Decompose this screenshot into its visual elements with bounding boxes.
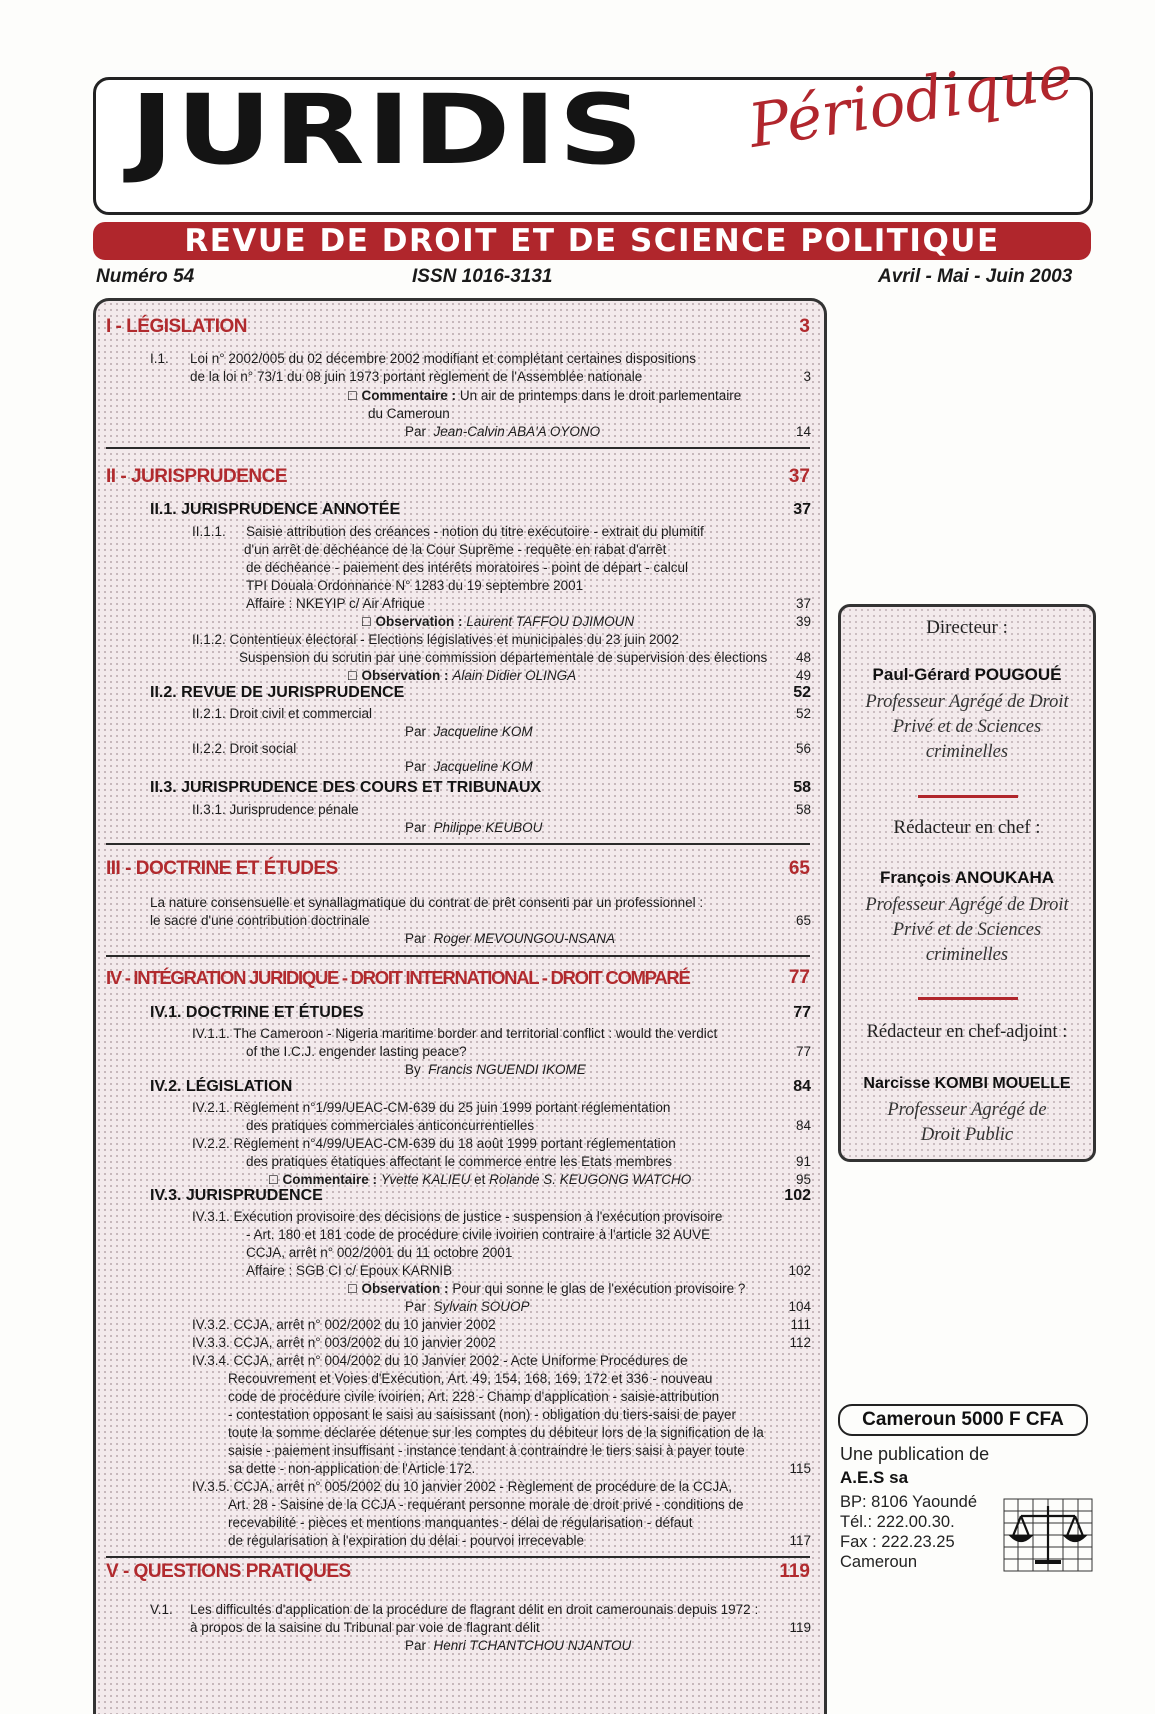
comment-text: du Cameroun <box>368 406 450 421</box>
entry-text[interactable]: d'un arrêt de déchéance de la Cour Suprême - requête en rabat d'arrêt <box>244 542 667 557</box>
author-name: Jean-Calvin ABA'A OYONO <box>433 424 601 439</box>
entry-text[interactable]: TPI Douala Ordonnance N° 1283 du 19 septembre 2001 <box>246 578 584 593</box>
scales-of-justice-icon <box>1003 1498 1093 1572</box>
entry-page: 58 <box>795 802 811 817</box>
section-page: 119 <box>779 1561 810 1582</box>
entry-page: 84 <box>795 1118 811 1133</box>
issue-number: Numéro 54 <box>96 266 195 287</box>
issn: ISSN 1016-3131 <box>412 266 553 287</box>
observation-label: Observation : <box>361 668 449 683</box>
entry-text[interactable]: Recouvrement et Voies d'Exécution, Art. 49, 154, 168, 169, 172 et 336 - nouveau <box>228 1371 713 1386</box>
entry-text[interactable]: Saisie attribution des créances - notion du titre exécutoire - extrait du plumitif <box>246 524 704 539</box>
section-title[interactable]: II - JURISPRUDENCE <box>106 466 288 487</box>
editorial-divider <box>918 997 1018 1000</box>
deputy-editor-title: Professeur Agrégé de Droit Public <box>887 1100 1047 1145</box>
observation-page: 49 <box>795 668 811 683</box>
author-name: Sylvain SOUOP <box>433 1299 530 1314</box>
author-name: Henri TCHANTCHOU NJANTOU <box>433 1638 632 1653</box>
subsection-title[interactable]: IV.2. LÉGISLATION <box>150 1078 293 1095</box>
entry-number: V.1. <box>150 1602 173 1617</box>
author-prefix: Par <box>405 759 427 774</box>
author-page: 104 <box>788 1299 811 1314</box>
checkbox-bullet-icon: ☐ <box>361 615 372 629</box>
entry-text[interactable]: de déchéance - paiement des intérêts moratoires - point de départ - calcul <box>246 560 688 575</box>
entry-text[interactable]: II.1.2. Contentieux électoral - Elections législatives et municipales du 23 juin 2002 <box>192 632 680 647</box>
entry-text[interactable]: IV.3.1. Exécution provisoire des décisions de justice - suspension à l'exécution provisoire <box>192 1209 723 1224</box>
author-name: Jacqueline KOM <box>433 759 533 774</box>
entry-text[interactable]: IV.1.1. The Cameroon - Nigeria maritime border and territorial conflict : would the verdict <box>192 1026 718 1041</box>
entry-page: 48 <box>795 650 811 665</box>
comment-label: Commentaire : <box>361 388 457 403</box>
entry-number: II.1.1. <box>192 524 226 539</box>
entry-page: 3 <box>803 369 811 384</box>
author-prefix: Par <box>405 724 427 739</box>
entry-text[interactable]: La nature consensuelle et synallagmatique du contrat de prêt consenti par un professionnel : <box>150 895 704 910</box>
checkbox-bullet-icon: ☐ <box>347 389 358 403</box>
observation-line <box>347 668 576 684</box>
entry-page: 52 <box>795 706 811 721</box>
entry-text[interactable]: IV.3.4. CCJA, arrêt n° 004/2002 du 10 Janvier 2002 - Acte Uniforme Procédures de <box>192 1353 688 1368</box>
deputy-editor-label: Rédacteur en chef-adjoint : <box>866 1022 1068 1042</box>
chief-editor-name: François ANOUKAHA <box>879 868 1055 887</box>
entry-text[interactable]: toute la somme déclarée détenue sur les comptes du débiteur lors de la signification de la <box>228 1425 764 1440</box>
entry-text[interactable]: des pratiques commerciales anticoncurrentielles <box>246 1118 535 1133</box>
section-page: 77 <box>788 967 810 988</box>
publisher-po-box: BP: 8106 Yaoundé <box>840 1493 978 1511</box>
author-line <box>405 931 615 947</box>
entry-page: 117 <box>789 1533 811 1548</box>
subsection-page: 52 <box>793 684 811 701</box>
section-divider <box>106 955 810 957</box>
author-name: Francis NGUENDI IKOME <box>428 1062 586 1077</box>
entry-text[interactable]: Affaire : SGB CI c/ Epoux KARNIB <box>246 1263 453 1278</box>
entry-text[interactable]: sa dette - non-application de l'Article 172. <box>228 1461 476 1476</box>
publisher-intro: Une publication de <box>840 1444 990 1464</box>
subsection-page: 37 <box>793 501 811 518</box>
director-title: Professeur Agrégé de Droit Privé et de Sciences criminelles <box>865 692 1069 762</box>
publisher-fax: Fax : 222.23.25 <box>840 1533 955 1551</box>
author-line <box>405 759 533 775</box>
author-name: Alain Didier OLINGA <box>452 668 577 683</box>
author-name: Yvette KALIEU <box>380 1172 471 1187</box>
observation-page: 39 <box>795 614 811 629</box>
author-line <box>405 1638 631 1654</box>
subsection-title[interactable]: IV.3. JURISPRUDENCE <box>150 1187 323 1204</box>
director-label: Directeur : <box>926 617 1008 638</box>
entry-text[interactable]: Les difficultés d'application de la procédure de flagrant délit en droit camerounais depuis 1972 : <box>190 1602 759 1617</box>
observation-label: Observation : <box>361 1281 449 1296</box>
author-line <box>405 424 600 440</box>
section-page: 3 <box>799 316 810 337</box>
publisher-phone: Tél.: 222.00.30. <box>840 1513 955 1531</box>
entry-page: 56 <box>795 741 811 756</box>
entry-text[interactable]: de régularisation à l'expiration du délai - pourvoi irrecevable <box>228 1533 585 1548</box>
entry-text[interactable]: Art. 28 - Saisine de la CCJA - requérant personne morale de droit privé - conditions de <box>228 1497 744 1512</box>
entry-text[interactable]: IV.2.1. Règlement n°1/99/UEAC-CM-639 du 25 juin 1999 portant réglementation <box>192 1100 671 1115</box>
section-title[interactable]: III - DOCTRINE ET ÉTUDES <box>106 858 338 879</box>
publisher-country: Cameroun <box>840 1553 918 1571</box>
subsection-page: 77 <box>793 1004 811 1021</box>
director-name: Paul-Gérard POUGOUÉ <box>872 665 1062 684</box>
author-page: 14 <box>795 424 811 439</box>
subsection-title[interactable]: II.3. JURISPRUDENCE DES COURS ET TRIBUNAUX <box>150 779 542 796</box>
section-title[interactable]: I - LÉGISLATION <box>106 316 247 337</box>
section-page: 65 <box>788 858 810 879</box>
author-name: Rolande S. KEUGONG WATCHO <box>489 1172 692 1187</box>
section-page: 37 <box>788 466 810 487</box>
observation-line <box>361 614 634 630</box>
checkbox-bullet-icon: ☐ <box>347 669 358 683</box>
entry-text[interactable]: II.2.1. Droit civil et commercial <box>192 706 373 721</box>
author-line <box>405 724 533 740</box>
entry-text[interactable]: saisie - paiement insuffisant - instance tendant à contraindre le tiers saisi à payer toute <box>228 1443 745 1458</box>
subsection-page: 58 <box>793 779 811 796</box>
journal-banner: REVUE DE DROIT ET DE SCIENCE POLITIQUE <box>93 222 1091 260</box>
author-line <box>405 1299 530 1315</box>
section-title[interactable]: IV - INTÉGRATION JURIDIQUE - DROIT INTERNATIONAL - DROIT COMPARÉ <box>106 967 690 988</box>
entry-page: 119 <box>789 1620 811 1635</box>
author-name: Jacqueline KOM <box>433 724 533 739</box>
entry-text[interactable]: IV.3.2. CCJA, arrêt n° 002/2002 du 10 janvier 2002 <box>192 1317 496 1332</box>
author-name: Roger MEVOUNGOU-NSANA <box>433 931 616 946</box>
subsection-page: 102 <box>784 1187 811 1204</box>
author-line <box>405 1062 586 1078</box>
observation-text: Pour qui sonne le glas de l'exécution provisoire ? <box>452 1281 746 1296</box>
entry-page: 102 <box>788 1263 811 1278</box>
author-name: Philippe KEUBOU <box>433 820 543 835</box>
entry-text[interactable]: of the I.C.J. engender lasting peace? <box>246 1044 467 1059</box>
section-divider <box>106 1556 810 1558</box>
comment-text: Un air de printemps dans le droit parlementaire <box>459 388 742 403</box>
chief-editor-label: Rédacteur en chef : <box>893 817 1041 838</box>
entry-text[interactable]: code de procédure civile ivoirien, Art. 228 - Champ d'application - saisie-attribution <box>228 1389 720 1404</box>
publisher-name: A.E.S sa <box>840 1468 909 1487</box>
entry-text[interactable]: à propos de la saisine du Tribunal par voie de flagrant délit <box>190 1620 540 1635</box>
author-prefix: By <box>405 1062 421 1077</box>
journal-title: JURIDIS <box>130 72 646 186</box>
author-line <box>405 820 542 836</box>
section-title[interactable]: V - QUESTIONS PRATIQUES <box>106 1561 351 1582</box>
author-prefix: Par <box>405 820 427 835</box>
author-prefix: Par <box>405 1638 427 1653</box>
entry-text[interactable]: de la loi n° 73/1 du 08 juin 1973 portant règlement de l'Assemblée nationale <box>190 369 643 384</box>
deputy-editor-name: Narcisse KOMBI MOUELLE <box>863 1075 1071 1092</box>
author-prefix: Par <box>405 424 427 439</box>
editorial-divider <box>918 795 1018 798</box>
entry-page: 115 <box>789 1461 811 1476</box>
entry-page: 65 <box>795 913 811 928</box>
checkbox-bullet-icon: ☐ <box>347 1282 358 1296</box>
entry-text[interactable]: II.3.1. Jurisprudence pénale <box>192 802 359 817</box>
price-badge: Cameroun 5000 F CFA <box>838 1404 1088 1436</box>
entry-page: 91 <box>795 1154 811 1169</box>
subsection-title[interactable]: II.1. JURISPRUDENCE ANNOTÉE <box>150 501 401 518</box>
entry-text[interactable]: - contestation opposant le saisi au saisissant (non) - obligation du tiers-saisi de payer <box>228 1407 737 1422</box>
entry-text[interactable]: - Art. 180 et 181 code de procédure civile ivoirien contraire à l'article 32 AUVE <box>246 1227 711 1242</box>
entry-text[interactable]: IV.3.5. CCJA, arrêt n° 005/2002 du 10 janvier 2002 - Règlement de procédure de la CCJA, <box>192 1479 732 1494</box>
subsection-title[interactable]: II.2. REVUE DE JURISPRUDENCE <box>150 684 405 701</box>
author-conjunction: et <box>474 1172 486 1187</box>
observation-line <box>347 1281 745 1297</box>
author-prefix: Par <box>405 1299 427 1314</box>
entry-text[interactable]: Suspension du scrutin par une commission départementale de supervision des élections <box>239 650 768 665</box>
entry-text[interactable]: recevabilité - pièces et mentions manquantes - délai de régularisation - défaut <box>228 1515 693 1530</box>
section-divider <box>106 447 810 449</box>
comment-label: Commentaire : <box>282 1172 378 1187</box>
entry-text[interactable]: Affaire : NKEYIP c/ Air Afrique <box>246 596 425 611</box>
entry-number: I.1. <box>150 351 169 366</box>
entry-text[interactable]: CCJA, arrêt n° 002/2001 du 11 octobre 2001 <box>246 1245 513 1260</box>
entry-text[interactable]: des pratiques étatiques affectant le commerce entre les Etats membres <box>246 1154 672 1169</box>
comment-line <box>347 388 741 404</box>
author-prefix: Par <box>405 931 427 946</box>
comment-line <box>268 1172 691 1188</box>
chief-editor-title: Professeur Agrégé de Droit Privé et de Sciences criminelles <box>865 895 1069 965</box>
entry-text[interactable]: IV.3.3. CCJA, arrêt n° 003/2002 du 10 janvier 2002 <box>192 1335 496 1350</box>
issue-period: Avril - Mai - Juin 2003 <box>878 266 1073 287</box>
entry-page: 37 <box>795 596 811 611</box>
entry-text[interactable]: II.2.2. Droit social <box>192 741 297 756</box>
subsection-title[interactable]: IV.1. DOCTRINE ET ÉTUDES <box>150 1004 364 1021</box>
section-divider <box>106 843 810 845</box>
entry-page: 111 <box>790 1317 811 1332</box>
entry-text[interactable]: Loi n° 2002/005 du 02 décembre 2002 modifiant et complétant certaines dispositions <box>190 351 696 366</box>
comment-page: 95 <box>795 1172 811 1187</box>
entry-text[interactable]: le sacre d'une contribution doctrinale <box>150 913 370 928</box>
journal-subtitle-script: Périodique <box>744 41 1079 162</box>
subsection-page: 84 <box>793 1078 811 1095</box>
entry-text[interactable]: IV.2.2. Règlement n°4/99/UEAC-CM-639 du 18 août 1999 portant réglementation <box>192 1136 676 1151</box>
entry-page: 112 <box>789 1335 811 1350</box>
checkbox-bullet-icon: ☐ <box>268 1173 279 1187</box>
observation-label: Observation : <box>375 614 463 629</box>
author-name: Laurent TAFFOU DJIMOUN <box>466 614 635 629</box>
entry-page: 77 <box>795 1044 811 1059</box>
